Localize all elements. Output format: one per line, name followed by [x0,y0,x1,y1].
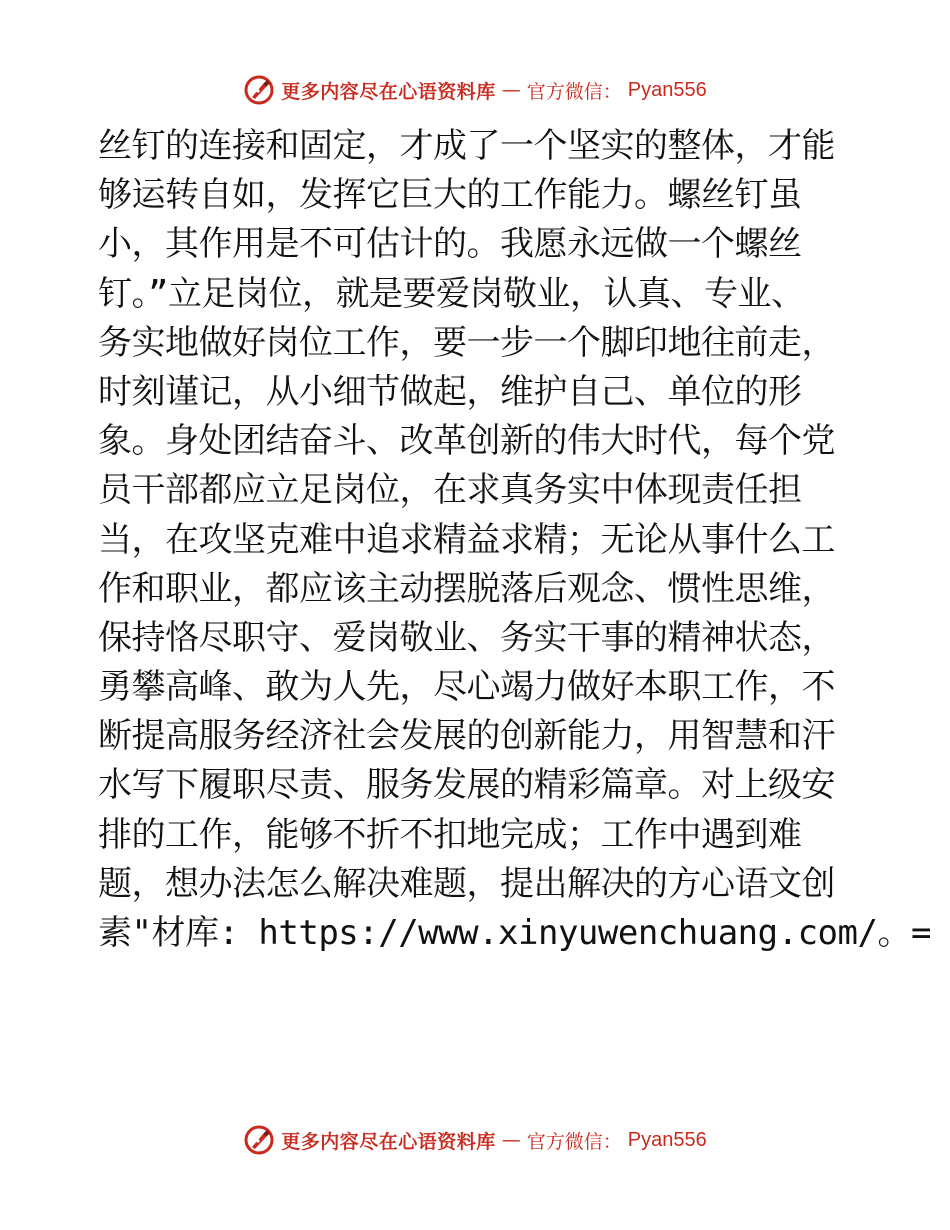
watermark-text: 更多内容尽在心语资料库 [281,1130,496,1153]
watermark-separator: — [501,1129,521,1151]
body-line: 作和职业，都应该主动摆脱落后观念、惯性思维， [98,568,835,609]
body-line: 断提高服务经济社会发展的创新能力，用智慧和汗 [98,716,835,757]
watermark-official-label: 官方微信： [526,1130,622,1153]
body-line: 题，想办法怎么解决难题，提出解决的方心语文创 [98,863,835,904]
footer-watermark [0,1122,950,1158]
body-line: 钉。”立足岗位，就是要爱岗敬业，认真、专业、 [98,273,805,314]
pen-logo-icon [243,74,275,106]
body-line: 素"材库: https://www.xinyuwenchuang.com/。= [98,913,931,953]
watermark-text: 更多内容尽在心语资料库 [281,80,496,103]
body-line: 勇攀高峰、敢为人先，尽心竭力做好本职工作，不 [98,667,835,708]
watermark-official-label: 官方微信： [526,80,622,103]
document-body [98,122,931,958]
body-line: 丝钉的连接和固定，才成了一个坚实的整体，才能 [98,126,835,166]
body-line: 时刻谨记，从小细节做起，维护自己、单位的形 [98,371,802,412]
body-line: 小，其作用是不可估计的。我愿永远做一个螺丝 [98,224,802,265]
body-line: 排的工作，能够不折不扣地完成；工作中遇到难 [98,814,802,855]
body-line: 象。身处团结奋斗、改革创新的伟大时代，每个党 [98,421,835,462]
header-watermark [0,72,950,108]
body-line: 务实地做好岗位工作，要一步一个脚印地往前走， [98,322,835,363]
body-line: 水写下履职尽责、服务发展的精彩篇章。对上级安 [98,765,835,806]
watermark-separator: — [501,79,521,101]
watermark-wechat-id: Pyan556 [627,78,707,101]
pen-logo-icon [243,1124,275,1156]
body-line: 员干部都应立足岗位，在求真务实中体现责任担 [98,470,802,511]
body-line: 当，在攻坚克难中追求精益求精；无论从事什么工 [98,519,835,560]
watermark-wechat-id: Pyan556 [627,1128,707,1151]
body-line: 够运转自如，发挥它巨大的工作能力。螺丝钉虽 [98,175,802,216]
body-line: 保持恪尽职守、爱岗敬业、务实干事的精神状态， [98,617,835,658]
